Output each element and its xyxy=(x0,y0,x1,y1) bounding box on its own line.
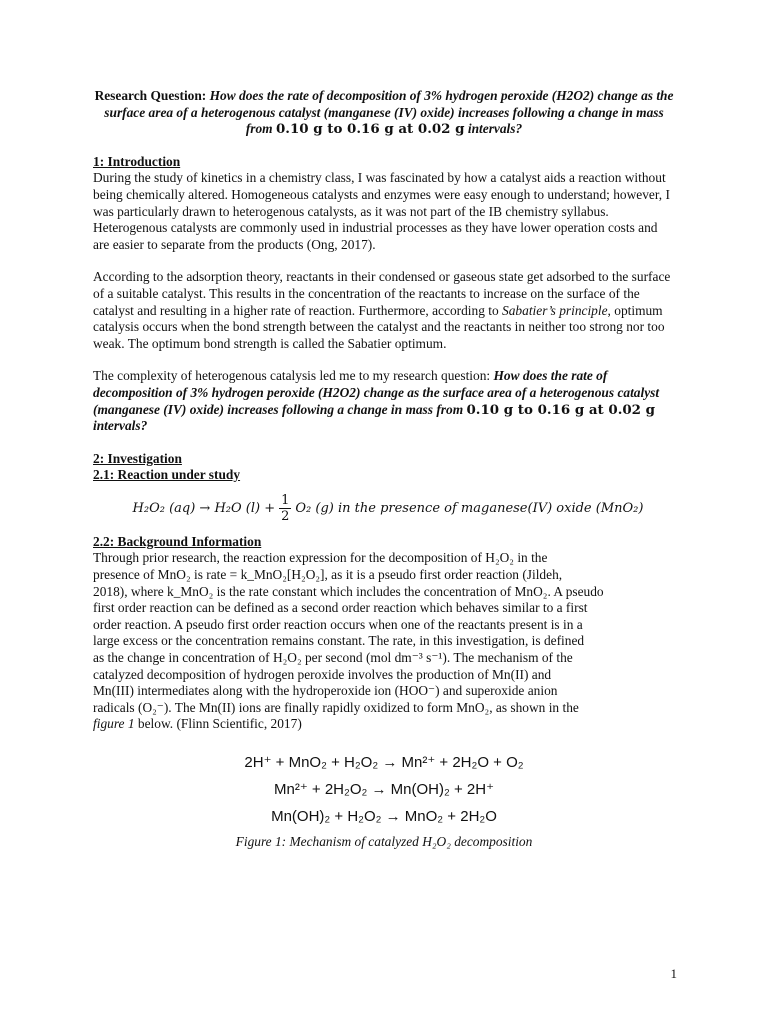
introduction-paragraph-1: During the study of kinetics in a chemistry class, I was fascinated by how a catalyst aids a reaction without being chemically altered. Homogeneous catalysts and enzymes were easy enough to understand; however, I was particularly drawn to heterogenous catalysts, as it was not part of the IB chemistry syllabus. Heterogenous catalysts are commonly used in industrial processes as they have lower operation costs and are easier to separate from the products (Ong, 2017). xyxy=(93,170,670,252)
introduction-paragraph-3 xyxy=(93,368,675,434)
research-question-end: intervals? xyxy=(467,121,523,137)
background-line: large excess or the concentration remains constant. The rate, in this investigation, is defined xyxy=(93,633,585,649)
background-information-heading: 2.2: Background Information xyxy=(93,533,262,549)
document-page xyxy=(93,88,675,851)
research-question-text: How does the rate of decomposition of 3% hydrogen peroxide (H2O2) change as the surface area of a heterogenous catalyst (manganese (IV) oxide) increases following a change in mass from xyxy=(104,88,674,137)
background-line-last-text: below. (Flinn Scientific, 2017) xyxy=(134,716,302,732)
reaction-equation-rhs: O₂ (g) in the presence of maganese(IV) oxide (MnO₂) xyxy=(295,500,644,516)
background-line: catalyzed decomposition of hydrogen peroxide involves the production of Mn(II) and xyxy=(93,666,552,682)
background-line: 2018), where k_MnO₂ is the rate constant which includes the concentration of MnO₂. A pseudo xyxy=(93,583,604,599)
page-number: 1 xyxy=(670,966,677,981)
background-line: first order reaction can be defined as a second order reaction which behaves similar to a first xyxy=(93,600,588,616)
reaction-under-study-heading: 2.1: Reaction under study xyxy=(93,467,241,483)
introduction-heading: 1: Introduction xyxy=(93,153,181,169)
fraction-denominator: 2 xyxy=(281,509,290,525)
background-line: Mn(III) intermediates along with the hydroperoxide ion (HOO⁻) and superoxide anion xyxy=(93,683,558,699)
introduction-paragraph-2-end: , optimum catalysis occurs when the bond strength between the catalyst and the reactants in neither too strong nor too weak. The optimum bond strength is called the Sabatier optimum. xyxy=(93,302,665,351)
introduction-paragraph-3-start: The complexity of heterogenous catalysis led me to my research question: xyxy=(93,368,491,384)
investigation-heading: 2: Investigation xyxy=(93,450,182,466)
background-line: as the change in concentration of H₂O₂ per second (mol dm⁻³ s⁻¹). The mechanism of the xyxy=(93,650,573,666)
background-line-last xyxy=(93,716,675,733)
mechanism-step-3: Mn(OH)₂ + H₂O₂ → MnO₂ + 2H₂O xyxy=(271,808,497,825)
reaction-equation xyxy=(101,484,675,534)
introduction-paragraph-3-end: intervals? xyxy=(93,418,148,434)
reaction-equation-fraction xyxy=(279,493,291,524)
introduction-paragraph-2-start: According to the adsorption theory, reactants in their condensed or gaseous state get adsorbed to the surface of a suitable catalyst. This results in the concentration of the reactants to increase on the surface of the catalyst and resulting in a higher rate of reaction. Furthermore, according to xyxy=(93,269,671,318)
introduction-paragraph-2 xyxy=(93,269,675,352)
background-information-text xyxy=(93,550,675,733)
mechanism-equations xyxy=(93,749,675,830)
figure-1-caption: Figure 1: Mechanism of catalyzed H₂O₂ decomposition xyxy=(235,834,533,849)
reaction-equation-lhs: H₂O₂ (aq) → H₂O (l) + xyxy=(132,500,276,516)
sabatier-principle-term: Sabatier’s principle xyxy=(502,302,608,318)
mechanism-step-2: Mn²⁺ + 2H₂O₂ → Mn(OH)₂ + 2H⁺ xyxy=(273,781,494,798)
background-line: Through prior research, the reaction expression for the decomposition of H₂O₂ in the xyxy=(93,550,548,566)
background-line: radicals (O₂⁻). The Mn(II) ions are finally rapidly oxidized to form MnO₂, as shown in the xyxy=(93,699,579,715)
fraction-numerator: 1 xyxy=(281,493,290,509)
background-line: presence of MnO₂ is rate = k_MnO₂[H₂O₂], as it is a pseudo first order reaction (Jildeh, xyxy=(93,567,563,583)
research-question-range: 0.10 g to 0.16 g at 0.02 g xyxy=(275,121,465,138)
research-question xyxy=(93,88,675,138)
figure-reference-link: figure 1 xyxy=(93,716,135,732)
research-question-label: Research Question: xyxy=(94,88,207,103)
background-line: order reaction. A pseudo first order reaction occurs when one of the reactants present is in a xyxy=(93,616,583,632)
introduction-paragraph-3-question: How does the rate of decomposition of 3% hydrogen peroxide (H2O2) change as the surface area of a heterogenous catalyst (manganese (IV) oxide) increases following a change in mass from xyxy=(93,368,660,417)
mechanism-step-1: 2H⁺ + MnO₂ + H₂O₂ → Mn²⁺ + 2H₂O + O₂ xyxy=(244,754,524,771)
introduction-paragraph-3-range: 0.10 g to 0.16 g at 0.02 g xyxy=(466,401,656,418)
